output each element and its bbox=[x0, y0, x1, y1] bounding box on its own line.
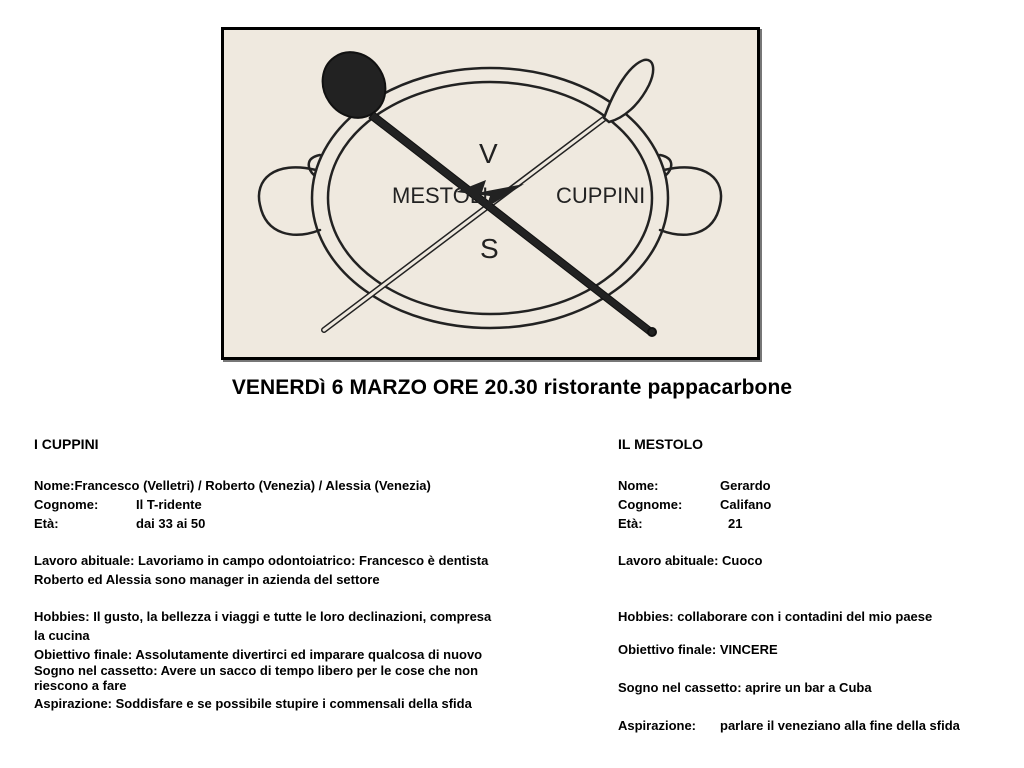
mestolo-hobbies: Hobbies: collaborare con i contadini del mio paese bbox=[618, 609, 933, 624]
mestolo-eta-row bbox=[618, 514, 1008, 533]
mestolo-eta-label: Età: bbox=[618, 516, 643, 531]
mestolo-cognome-row bbox=[618, 495, 1008, 514]
team-mestolo-profile bbox=[618, 435, 1008, 735]
logo-letter-v: V bbox=[479, 138, 498, 169]
cuppini-eta-value: dai 33 ai 50 bbox=[136, 516, 206, 531]
cuppini-hobbies-line1: Hobbies: Il gusto, la bellezza i viaggi e tutte le loro declinazioni, compresa bbox=[34, 609, 492, 624]
mestolo-sogno: Sogno nel cassetto: aprire un bar a Cuba bbox=[618, 680, 872, 695]
cuppini-sogno-line2: riescono a fare bbox=[34, 678, 127, 693]
mestolo-nome-value: Gerardo bbox=[720, 478, 771, 493]
cuppini-cognome-value: Il T-ridente bbox=[136, 497, 202, 512]
logo-letter-s: S bbox=[480, 233, 499, 264]
ladle-head bbox=[604, 60, 653, 122]
team-cuppini-profile bbox=[34, 435, 534, 713]
logo-word-right: CUPPINI bbox=[556, 183, 646, 208]
mestolo-nome-label: Nome: bbox=[618, 478, 659, 493]
cuppini-cognome-label: Cognome: bbox=[34, 497, 99, 512]
cuppini-eta-row bbox=[34, 514, 534, 533]
cuppini-aspirazione: Aspirazione: Soddisfare e se possibile stupire i commensali della sfida bbox=[34, 696, 472, 711]
mestolo-aspirazione-label: Aspirazione: bbox=[618, 718, 697, 733]
mestoli-vs-cuppini-illustration bbox=[224, 30, 757, 357]
mestolo-aspirazione-row bbox=[618, 716, 1008, 735]
event-headline: VENERDì 6 MARZO ORE 20.30 ristorante pappacarbone bbox=[231, 376, 793, 399]
team-mestolo-title: IL MESTOLO bbox=[618, 436, 704, 452]
mestolo-lavoro: Lavoro abituale: Cuoco bbox=[618, 553, 763, 568]
cuppini-eta-label: Età: bbox=[34, 516, 59, 531]
mestolo-obiettivo: Obiettivo finale: VINCERE bbox=[618, 642, 778, 657]
mestolo-aspirazione-value: parlare il veneziano alla fine della sfida bbox=[720, 718, 960, 733]
cuppini-cognome-row bbox=[34, 495, 534, 514]
cuppini-lavoro-line2: Roberto ed Alessia sono manager in azienda del settore bbox=[34, 572, 380, 587]
mestolo-nome-row bbox=[618, 476, 1008, 495]
team-cuppini-title: I CUPPINI bbox=[34, 436, 99, 452]
mestolo-cognome-value: Califano bbox=[720, 497, 772, 512]
mestolo-eta-value: 21 bbox=[728, 516, 743, 531]
cuppini-obiettivo: Obiettivo finale: Assolutamente divertirci ed imparare qualcosa di nuovo bbox=[34, 647, 483, 662]
event-logo bbox=[221, 27, 760, 360]
cuppini-nome: Nome:Francesco (Velletri) / Roberto (Venezia) / Alessia (Venezia) bbox=[34, 478, 431, 493]
cuppini-sogno-line1: Sogno nel cassetto: Avere un sacco di tempo libero per le cose che non bbox=[34, 663, 479, 678]
logo-word-left: MESTOLI bbox=[392, 183, 489, 208]
cuppini-lavoro-line1: Lavoro abituale: Lavoriamo in campo odontoiatrico: Francesco è dentista bbox=[34, 553, 489, 568]
cuppini-hobbies-line2: la cucina bbox=[34, 628, 90, 643]
mestolo-cognome-label: Cognome: bbox=[618, 497, 683, 512]
